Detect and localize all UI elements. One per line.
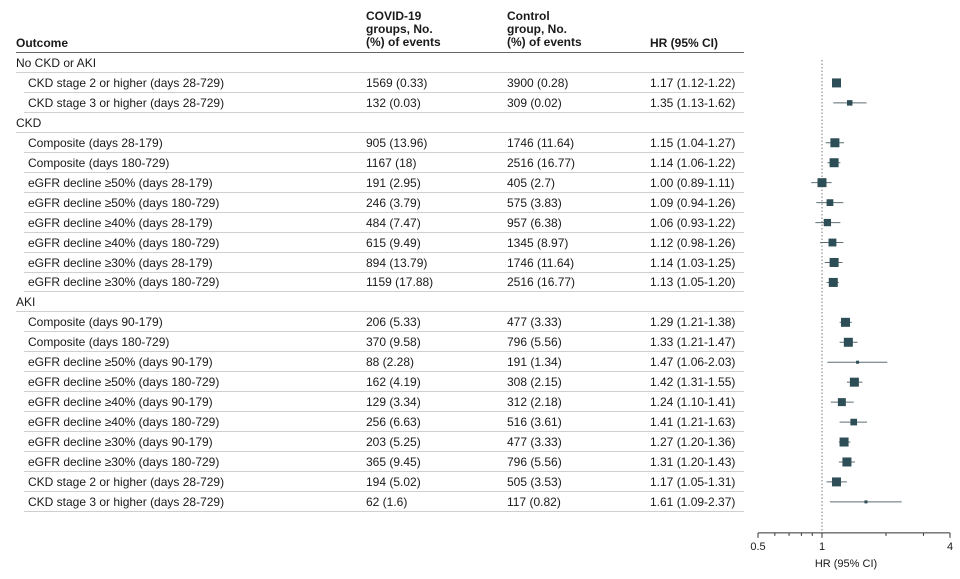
hr-marker	[850, 378, 859, 387]
x-axis-label: HR (95% CI)	[814, 557, 878, 570]
header-outcome: Outcome	[16, 36, 69, 50]
control-events: 117 (0.82)	[507, 494, 561, 509]
outcome-label: Composite (days 180-729)	[28, 155, 170, 170]
hr-value: 1.61 (1.09-2.37)	[650, 494, 736, 509]
outcome-label: Composite (days 90-179)	[28, 315, 163, 330]
control-events: 308 (2.15)	[507, 375, 562, 390]
header-control-line-1: Control	[507, 9, 550, 23]
hr-marker	[841, 318, 850, 327]
hr-value: 1.13 (1.05-1.20)	[650, 275, 736, 290]
control-events: 312 (2.18)	[507, 395, 562, 410]
outcome-label: eGFR decline ≥50% (days 90-179)	[28, 355, 213, 370]
outcome-label: Composite (days 180-729)	[28, 335, 170, 350]
hr-marker	[864, 500, 867, 503]
control-events: 516 (3.61)	[507, 415, 562, 430]
control-events: 477 (3.33)	[507, 315, 562, 330]
hr-value: 1.17 (1.05-1.31)	[650, 474, 736, 489]
covid-events: 129 (3.34)	[366, 395, 421, 410]
covid-events: 370 (9.58)	[366, 335, 421, 350]
hr-marker	[844, 338, 853, 347]
hr-value: 1.29 (1.21-1.38)	[650, 315, 736, 330]
hr-marker	[856, 361, 859, 364]
hr-marker	[832, 78, 841, 87]
outcome-label: eGFR decline ≥40% (days 180-729)	[28, 415, 220, 430]
section-label: CKD	[16, 115, 42, 130]
hr-value: 1.42 (1.31-1.55)	[650, 375, 736, 390]
hr-marker	[850, 419, 857, 426]
outcome-label: eGFR decline ≥40% (days 90-179)	[28, 395, 213, 410]
control-events: 1345 (8.97)	[507, 235, 569, 250]
outcome-label: Composite (days 28-179)	[28, 135, 163, 150]
hr-value: 1.14 (1.06-1.22)	[650, 155, 736, 170]
hr-value: 1.00 (0.89-1.11)	[650, 175, 735, 190]
section-label: AKI	[16, 295, 36, 310]
covid-events: 1569 (0.33)	[366, 75, 428, 90]
outcome-label: eGFR decline ≥50% (days 28-179)	[28, 175, 213, 190]
outcome-label: eGFR decline ≥30% (days 180-729)	[28, 275, 220, 290]
outcome-label: CKD stage 2 or higher (days 28-729)	[28, 474, 225, 489]
x-tick-label: 0.5	[750, 540, 766, 553]
hr-value: 1.12 (0.98-1.26)	[650, 235, 736, 250]
covid-events: 203 (5.25)	[366, 435, 421, 450]
hr-value: 1.14 (1.03-1.25)	[650, 255, 736, 270]
control-events: 3900 (0.28)	[507, 75, 569, 90]
covid-events: 365 (9.45)	[366, 455, 421, 469]
header-control-line-2: group, No.	[507, 22, 567, 36]
covid-events: 191 (2.95)	[366, 175, 421, 190]
hr-marker	[824, 219, 831, 226]
control-events: 1746 (11.64)	[507, 255, 575, 270]
hr-marker	[827, 199, 834, 206]
outcome-label: eGFR decline ≥40% (days 180-729)	[28, 235, 220, 250]
hr-marker	[840, 438, 849, 447]
hr-value: 1.06 (0.93-1.22)	[650, 215, 736, 230]
outcome-label: eGFR decline ≥50% (days 180-729)	[28, 195, 220, 210]
covid-events: 206 (5.33)	[366, 315, 421, 330]
header-covid-line-3: (%) of events	[366, 35, 441, 49]
hr-marker	[830, 258, 839, 267]
x-tick-label: 1	[818, 540, 826, 553]
hr-marker	[838, 398, 846, 406]
outcome-label: eGFR decline ≥30% (days 28-179)	[28, 255, 213, 270]
outcome-label: CKD stage 3 or higher (days 28-729)	[28, 95, 225, 110]
outcome-label: CKD stage 3 or higher (days 28-729)	[28, 494, 225, 509]
covid-events: 194 (5.02)	[366, 474, 421, 489]
covid-events: 484 (7.47)	[366, 215, 421, 230]
hr-marker	[847, 100, 852, 105]
outcome-label: eGFR decline ≥40% (days 28-179)	[28, 215, 213, 230]
control-events: 505 (3.53)	[507, 474, 562, 489]
hr-marker	[829, 278, 838, 287]
covid-events: 1159 (17.88)	[366, 275, 434, 290]
control-events: 477 (3.33)	[507, 435, 562, 450]
covid-events: 132 (0.03)	[366, 95, 421, 110]
hr-marker	[842, 457, 851, 466]
covid-events: 62 (1.6)	[366, 494, 408, 509]
x-tick-label: 4	[946, 540, 954, 553]
hr-value: 1.09 (0.94-1.26)	[650, 195, 736, 210]
hr-value: 1.35 (1.13-1.62)	[650, 95, 736, 110]
control-events: 796 (5.56)	[507, 335, 562, 350]
covid-events: 905 (13.96)	[366, 135, 428, 150]
covid-events: 1167 (18)	[366, 155, 417, 170]
hr-value: 1.27 (1.20-1.36)	[650, 435, 736, 450]
covid-events: 894 (13.79)	[366, 255, 428, 270]
hr-marker	[830, 158, 839, 167]
hr-marker	[829, 239, 837, 247]
hr-value: 1.15 (1.04-1.27)	[650, 135, 736, 150]
covid-events: 246 (3.79)	[366, 195, 421, 210]
outcome-label: eGFR decline ≥30% (days 90-179)	[28, 435, 213, 450]
section-label: No CKD or AKI	[16, 56, 97, 70]
hr-value: 1.41 (1.21-1.63)	[650, 415, 736, 430]
control-events: 796 (5.56)	[507, 455, 562, 469]
outcome-label: CKD stage 2 or higher (days 28-729)	[28, 75, 225, 90]
covid-events: 256 (6.63)	[366, 415, 421, 430]
header-hr: HR (95% CI)	[650, 36, 719, 50]
control-events: 957 (6.38)	[507, 215, 562, 230]
header-covid-line-1: COVID-19	[366, 9, 422, 23]
control-events: 405 (2.7)	[507, 175, 556, 190]
outcome-label: eGFR decline ≥30% (days 180-729)	[28, 455, 220, 469]
outcome-label: eGFR decline ≥50% (days 180-729)	[28, 375, 220, 390]
covid-events: 88 (2.28)	[366, 355, 415, 370]
control-events: 2516 (16.77)	[507, 275, 576, 290]
hr-marker	[818, 178, 827, 187]
covid-events: 615 (9.49)	[366, 235, 421, 250]
control-events: 575 (3.83)	[507, 195, 562, 210]
hr-value: 1.24 (1.10-1.41)	[650, 395, 736, 410]
covid-events: 162 (4.19)	[366, 375, 421, 390]
hr-value: 1.33 (1.21-1.47)	[650, 335, 736, 350]
hr-value: 1.47 (1.06-2.03)	[650, 355, 736, 370]
control-events: 191 (1.34)	[507, 355, 562, 370]
hr-value: 1.17 (1.12-1.22)	[650, 75, 736, 90]
control-events: 2516 (16.77)	[507, 155, 576, 170]
control-events: 309 (0.02)	[507, 95, 562, 110]
header-control-line-3: (%) of events	[507, 35, 582, 49]
hr-marker	[830, 138, 839, 147]
hr-marker	[832, 477, 841, 486]
header-covid-line-2: groups, No.	[366, 22, 433, 36]
control-events: 1746 (11.64)	[507, 135, 575, 150]
hr-value: 1.31 (1.20-1.43)	[650, 455, 736, 469]
